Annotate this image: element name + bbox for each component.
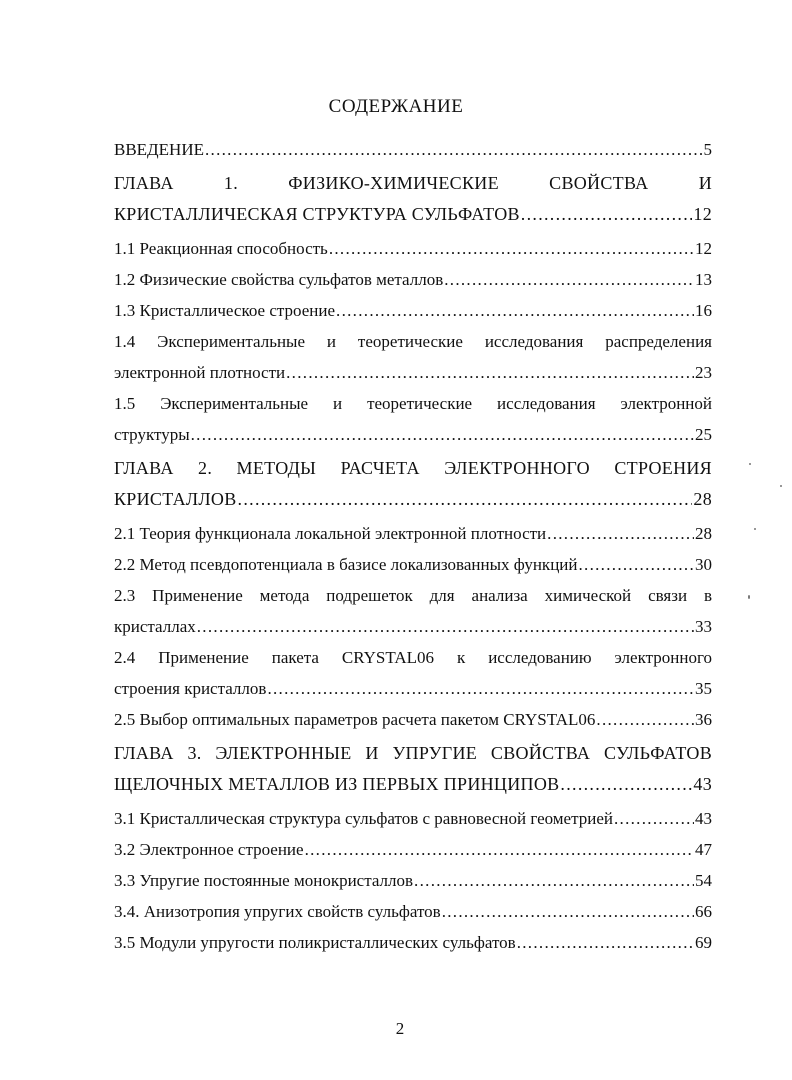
toc-entry-row: [114, 896, 712, 927]
toc-entry-title: кристаллах: [114, 617, 196, 636]
toc-entry-title: 1.2 Физические свойства сульфатов металлов: [114, 270, 444, 289]
toc-page-number: 28: [693, 489, 712, 509]
toc-entry-row: [114, 704, 712, 735]
toc-entry-row: [114, 865, 712, 896]
toc-page-number: 13: [695, 270, 712, 289]
toc-entry-title: электронной плотности: [114, 363, 286, 382]
dot-leader: [205, 134, 703, 165]
page-title: СОДЕРЖАНИЕ: [328, 96, 464, 117]
toc-page-number: 43: [695, 809, 712, 828]
toc-entry-row: [114, 518, 712, 549]
dot-leader: [521, 199, 693, 230]
toc-entry-title: 1.3 Кристаллическое строение: [114, 301, 336, 320]
toc-page-number: 66: [695, 902, 712, 921]
toc-entry-title-line: 2.4 Применение пакета CRYSTAL06 к исследованию электронного: [114, 648, 712, 667]
dot-leader: [596, 704, 694, 735]
dot-leader: [444, 264, 694, 295]
dot-leader: [191, 419, 694, 450]
dot-leader: [560, 769, 692, 800]
toc-entry-title-line: ГЛАВА 3. ЭЛЕКТРОННЫЕ И УПРУГИЕ СВОЙСТВА СУЛЬФАТОВ: [114, 743, 712, 763]
toc-chapter-entry: [114, 168, 712, 230]
toc-entry: [114, 134, 712, 165]
toc-entry-row: [114, 264, 712, 295]
toc-entry-title: структуры: [114, 425, 190, 444]
toc-entry-row: [114, 199, 712, 230]
toc-page-number: 12: [693, 204, 712, 224]
toc-entry-title: строения кристаллов: [114, 679, 267, 698]
toc-entry-title: 3.1 Кристаллическая структура сульфатов с равновесной геометрией: [114, 809, 613, 828]
toc-chapter-entry: [114, 738, 712, 800]
toc-entry: [114, 388, 712, 450]
toc-entry-title: 3.4. Анизотропия упругих свойств сульфатов: [114, 902, 441, 921]
toc-entry: [114, 865, 712, 896]
scan-speck: [749, 463, 751, 465]
toc-entry-title: ВВЕДЕНИЕ: [114, 140, 204, 159]
toc-entry-row: [114, 233, 712, 264]
page-number: 2: [395, 1019, 405, 1038]
toc-page-number: 69: [695, 933, 712, 952]
toc-page-number: 16: [695, 301, 712, 320]
toc-entry-row: [114, 611, 712, 642]
toc-page-number: 23: [695, 363, 712, 382]
toc-entry: [114, 264, 712, 295]
toc-entry-title: КРИСТАЛЛОВ: [114, 489, 237, 509]
toc-page-number: 5: [703, 140, 712, 159]
dot-leader: [578, 549, 694, 580]
dot-leader: [267, 673, 694, 704]
toc-entry-title: 2.2 Метод псевдопотенциала в базисе локализованных функций: [114, 555, 578, 574]
toc-entry-row: [114, 927, 712, 958]
toc-entry-title: 1.1 Реакционная способность: [114, 239, 328, 258]
dot-leader: [442, 896, 694, 927]
toc-page-number: 12: [695, 239, 712, 258]
scan-speck: [754, 528, 756, 530]
toc-entry-title: 2.5 Выбор оптимальных параметров расчета пакетом CRYSTAL06: [114, 710, 596, 729]
toc-entry-row: [114, 357, 712, 388]
dot-leader: [329, 233, 694, 264]
scan-speck: [780, 485, 782, 487]
dot-leader: [305, 834, 694, 865]
toc-page-number: 54: [695, 871, 712, 890]
toc-entry: [114, 518, 712, 549]
toc-entry-title-line: 1.5 Экспериментальные и теоретические исследования электронной: [114, 394, 712, 413]
toc-entry-row: [114, 673, 712, 704]
toc-entry-title-line: ГЛАВА 2. МЕТОДЫ РАСЧЕТА ЭЛЕКТРОННОГО СТРОЕНИЯ: [114, 458, 712, 478]
toc-entry: [114, 295, 712, 326]
toc-entry-row: [114, 419, 712, 450]
toc-page-number: 47: [695, 840, 712, 859]
toc-entry: [114, 642, 712, 704]
dot-leader: [238, 484, 693, 515]
toc-entry: [114, 549, 712, 580]
table-of-contents: [114, 134, 712, 958]
toc-entry-row: [114, 484, 712, 515]
toc-entry-title: 3.2 Электронное строение: [114, 840, 304, 859]
toc-entry: [114, 704, 712, 735]
toc-entry-row: [114, 295, 712, 326]
toc-entry: [114, 834, 712, 865]
toc-entry-title: ЩЕЛОЧНЫХ МЕТАЛЛОВ ИЗ ПЕРВЫХ ПРИНЦИПОВ: [114, 774, 560, 794]
toc-page-number: 43: [693, 774, 712, 794]
toc-entry-row: [114, 834, 712, 865]
toc-page-number: 30: [695, 555, 712, 574]
dot-leader: [547, 518, 694, 549]
dot-leader: [197, 611, 694, 642]
toc-entry-title-line: 1.4 Экспериментальные и теоретические исследования распределения: [114, 332, 712, 351]
toc-page-number: 33: [695, 617, 712, 636]
toc-entry: [114, 803, 712, 834]
toc-entry: [114, 326, 712, 388]
toc-entry: [114, 580, 712, 642]
toc-entry-title-line: 2.3 Применение метода подрешеток для анализа химической связи в: [114, 586, 712, 605]
toc-entry-title: 3.3 Упругие постоянные монокристаллов: [114, 871, 414, 890]
scan-speck: [748, 595, 750, 599]
toc-entry-row: [114, 769, 712, 800]
toc-entry: [114, 896, 712, 927]
toc-entry: [114, 233, 712, 264]
toc-entry-title: 2.1 Теория функционала локальной электронной плотности: [114, 524, 547, 543]
dot-leader: [414, 865, 694, 896]
dot-leader: [336, 295, 694, 326]
toc-entry-title-line: ГЛАВА 1. ФИЗИКО-ХИМИЧЕСКИЕ СВОЙСТВА И: [114, 173, 712, 193]
toc-page-number: 36: [695, 710, 712, 729]
toc-entry: [114, 927, 712, 958]
toc-chapter-entry: [114, 453, 712, 515]
dot-leader: [614, 803, 694, 834]
toc-page-number: 25: [695, 425, 712, 444]
toc-entry-title: 3.5 Модули упругости поликристаллических сульфатов: [114, 933, 516, 952]
dot-leader: [286, 357, 694, 388]
dot-leader: [517, 927, 694, 958]
toc-entry-title: КРИСТАЛЛИЧЕСКАЯ СТРУКТУРА СУЛЬФАТОВ: [114, 204, 520, 224]
toc-page-number: 28: [695, 524, 712, 543]
toc-entry-row: [114, 803, 712, 834]
toc-entry-row: [114, 549, 712, 580]
toc-page-number: 35: [695, 679, 712, 698]
toc-entry-row: [114, 134, 712, 165]
